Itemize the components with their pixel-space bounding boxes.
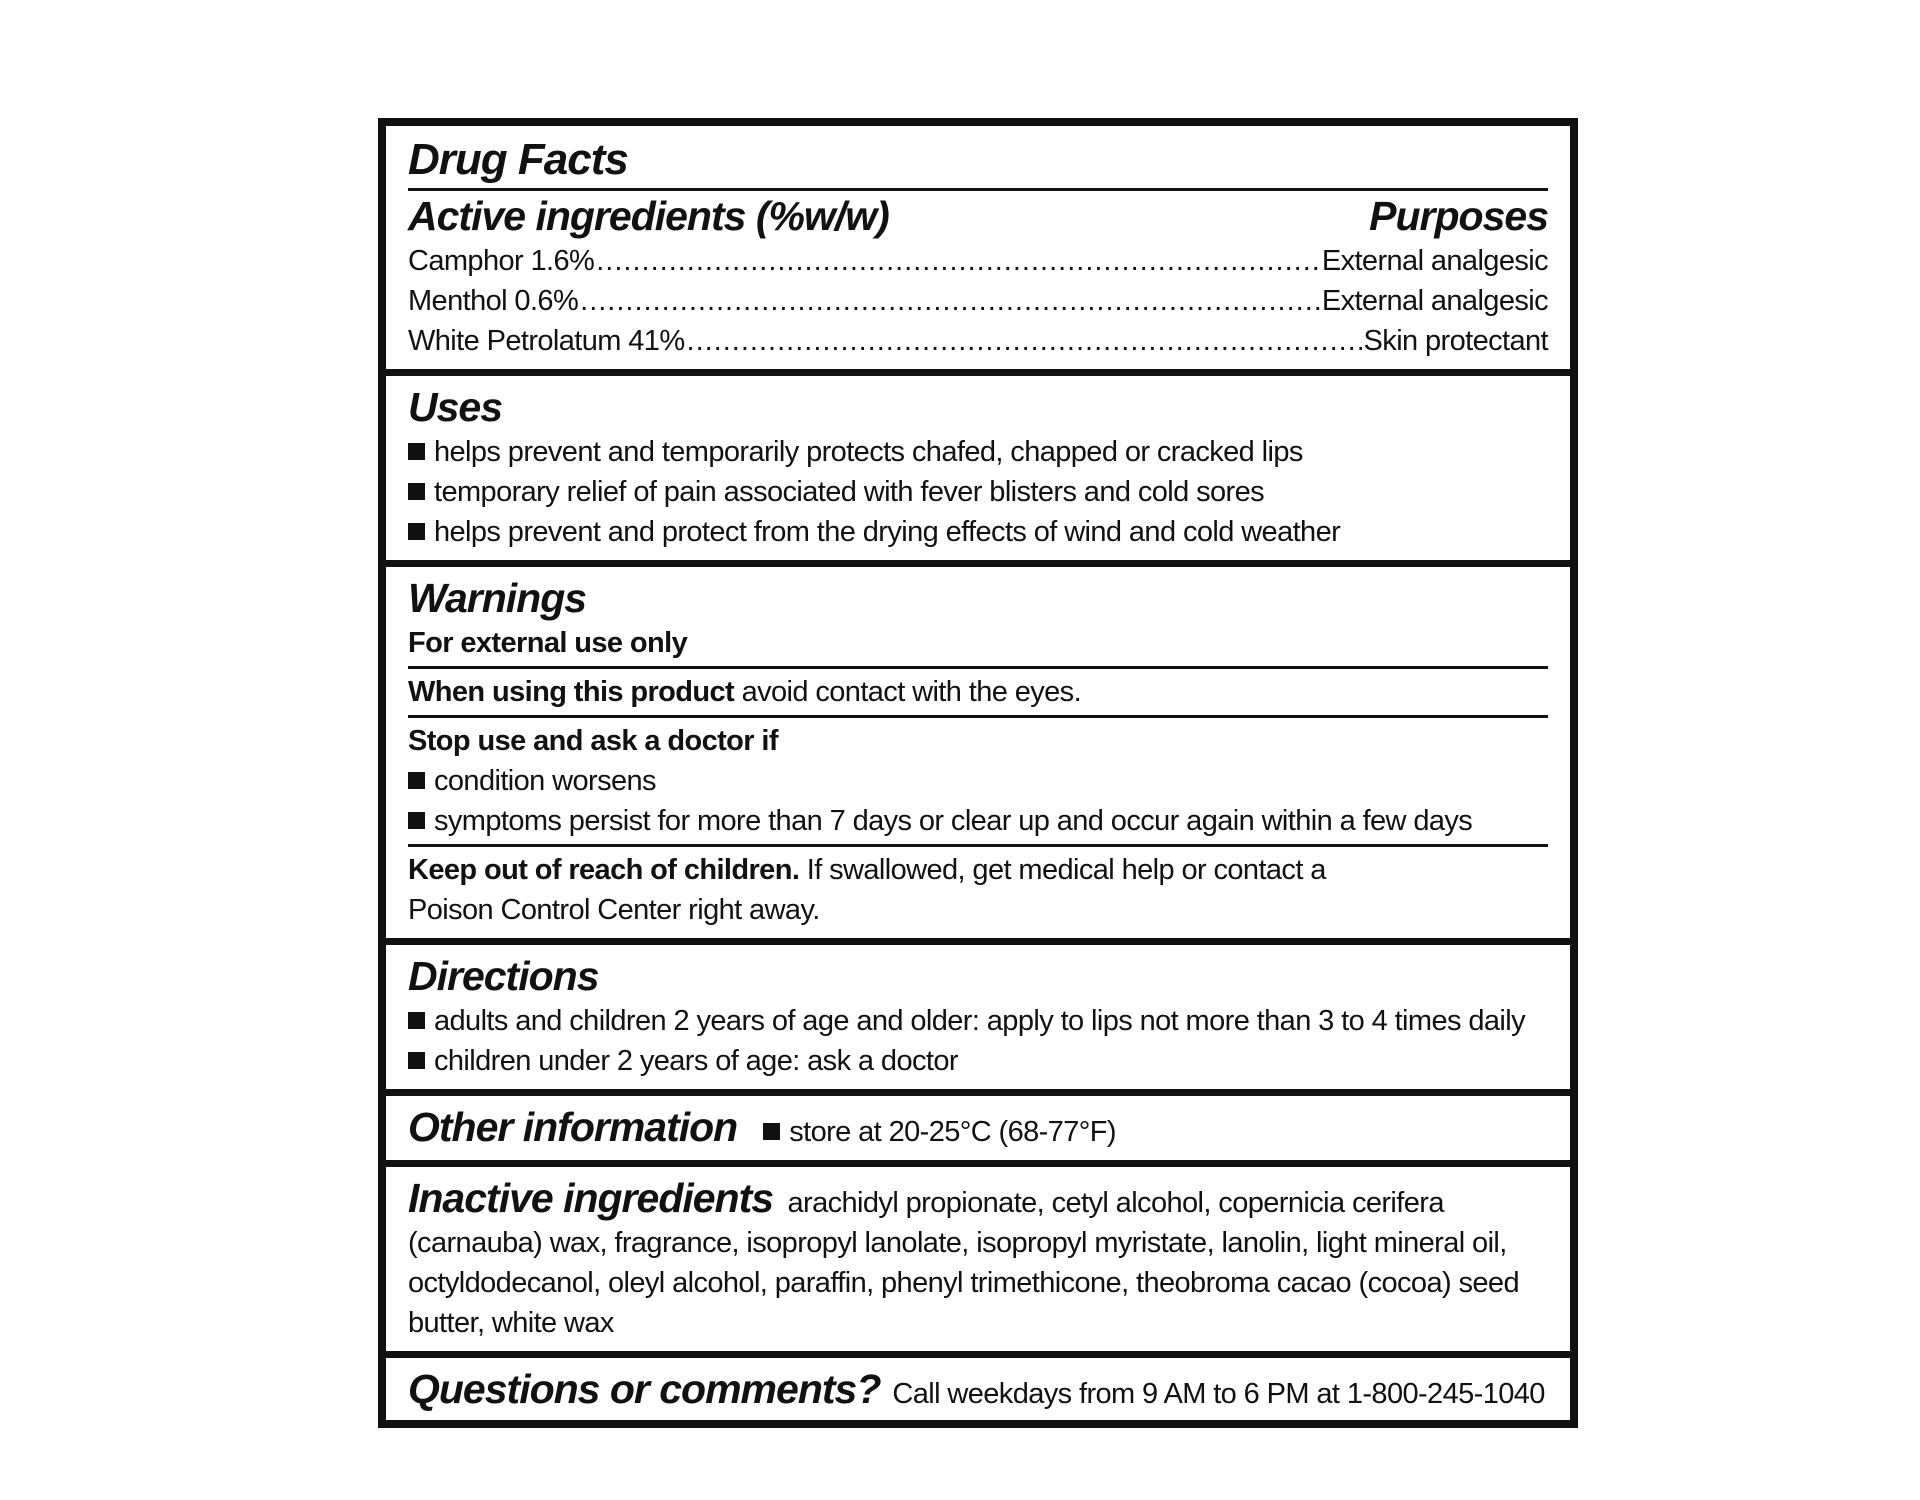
leader-dots [687, 321, 1362, 361]
when-using-label: When using this product [408, 676, 735, 708]
inactive-ingredients-text: arachidyl propionate, cetyl alcohol, copernicia cerifera [787, 1187, 1444, 1219]
keep-out-section [408, 844, 1548, 930]
directions-item-text: children under 2 years of age: ask a doctor [434, 1045, 958, 1077]
purposes-heading: Purposes [1369, 193, 1548, 239]
inactive-line-1 [408, 1173, 1548, 1223]
ingredient-name: Menthol 0.6% [408, 285, 579, 317]
uses-item [408, 472, 1548, 512]
directions-heading: Directions [408, 953, 599, 999]
warnings-panel [386, 567, 1570, 938]
square-bullet-icon [408, 483, 425, 500]
keep-out-line-1 [408, 850, 1548, 890]
ingredient-name: White Petrolatum 41% [408, 325, 685, 357]
uses-heading: Uses [408, 384, 503, 430]
uses-panel [386, 376, 1570, 560]
questions-heading: Questions or comments? [408, 1366, 881, 1412]
uses-item-text: helps prevent and temporarily protects chafed, chapped or cracked lips [434, 436, 1303, 468]
active-ingredient-row [408, 321, 1548, 361]
stop-use-item [408, 761, 1548, 801]
directions-panel [386, 945, 1570, 1089]
keep-out-line-2: Poison Control Center right away. [408, 894, 820, 926]
active-ingredient-row [408, 281, 1548, 321]
square-bullet-icon [408, 772, 425, 789]
ingredient-purpose: Skin protectant [1363, 325, 1548, 357]
active-ingredient-row [408, 241, 1548, 281]
stop-use-item-text: symptoms persist for more than 7 days or clear up and occur again within a few days [434, 805, 1473, 837]
uses-item [408, 432, 1548, 472]
leader-dots [596, 241, 1320, 281]
ingredient-name: Camphor 1.6% [408, 245, 595, 277]
drug-facts-label [378, 118, 1578, 1428]
uses-item-text: temporary relief of pain associated with fever blisters and cold sores [434, 476, 1265, 508]
leader-dots [580, 281, 1320, 321]
questions-row [408, 1364, 1548, 1414]
inactive-ingredients-heading: Inactive ingredients [408, 1175, 774, 1221]
stop-use-heading: Stop use and ask a doctor if [408, 725, 778, 757]
external-use-text: For external use only [408, 627, 688, 659]
active-ingredients-heading: Active ingredients (%w/w) [408, 193, 889, 239]
keep-out-label: Keep out of reach of children. [408, 854, 800, 886]
inactive-line-4: butter, white wax [408, 1307, 614, 1339]
square-bullet-icon [408, 523, 425, 540]
square-bullet-icon [408, 812, 425, 829]
stop-use-section [408, 715, 1548, 841]
stop-use-item [408, 801, 1548, 841]
ingredient-purpose: External analgesic [1321, 285, 1548, 317]
other-information-row [408, 1102, 1548, 1152]
inactive-line-3: octyldodecanol, oleyl alcohol, paraffin, phenyl trimethicone, theobroma cacao (cocoa) seed [408, 1267, 1519, 1299]
questions-text: Call weekdays from 9 AM to 6 PM at 1-800-245-1040 [892, 1378, 1545, 1410]
directions-item [408, 1001, 1548, 1041]
when-using-text [408, 666, 1548, 712]
square-bullet-icon [763, 1123, 780, 1140]
stop-use-item-text: condition worsens [434, 765, 656, 797]
drug-facts-title: Drug Facts [408, 135, 628, 184]
other-information-text: store at 20-25°C (68-77°F) [789, 1116, 1116, 1148]
keep-out-detail: If swallowed, get medical help or contact a [799, 854, 1326, 886]
other-information-item [763, 1112, 1116, 1152]
when-using-detail: avoid contact with the eyes. [734, 676, 1082, 708]
other-information-heading: Other information [408, 1104, 738, 1150]
uses-item-text: helps prevent and protect from the drying effects of wind and cold weather [434, 516, 1341, 548]
directions-item [408, 1041, 1548, 1081]
active-ingredients-header [408, 188, 1548, 241]
active-ingredients-panel [386, 126, 1570, 369]
warnings-heading: Warnings [408, 575, 587, 621]
square-bullet-icon [408, 1052, 425, 1069]
square-bullet-icon [408, 443, 425, 460]
square-bullet-icon [408, 1012, 425, 1029]
questions-panel [386, 1358, 1570, 1420]
ingredient-purpose: External analgesic [1321, 245, 1548, 277]
other-information-panel [386, 1096, 1570, 1160]
uses-item [408, 512, 1548, 552]
directions-item-text: adults and children 2 years of age and older: apply to lips not more than 3 to 4 times daily [434, 1005, 1525, 1037]
inactive-ingredients-panel [386, 1167, 1570, 1351]
inactive-line-2: (carnauba) wax, fragrance, isopropyl lanolate, isopropyl myristate, lanolin, light mineral oil, [408, 1227, 1507, 1259]
